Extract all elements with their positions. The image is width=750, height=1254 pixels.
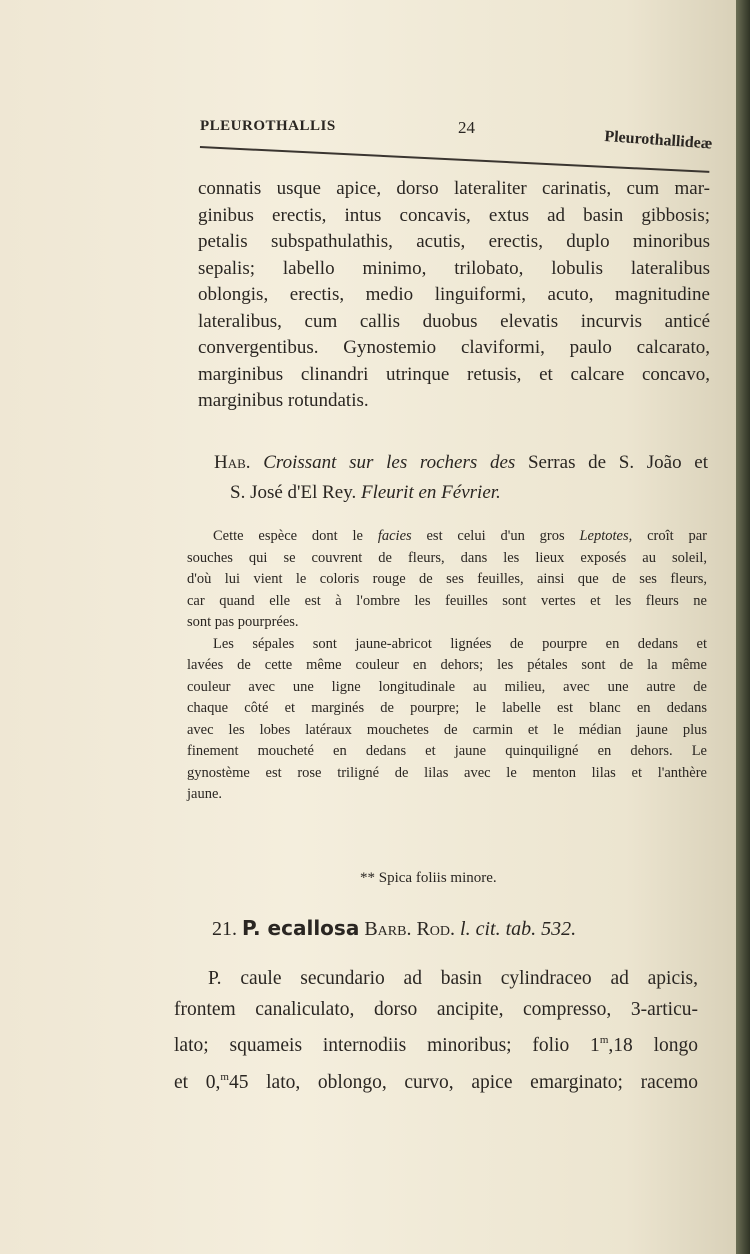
text-line: ginibus erectis, intus concavis, extus ad basin gibbosis; [198,204,710,226]
text-line: et 0,$^m$45 lato, oblongo, curvo, apice emarginato; racemo [174,1070,699,1093]
page-edge [736,0,750,1254]
text-line: sont pas pourprées. [187,614,299,630]
text-line: marginibus clinandri utrinque retusis, et calcare concavo, [198,363,710,385]
text-line: gynostème est rose triligné de lilas avec le menton lilas et l'anthère [187,764,707,781]
habitat-line [214,448,708,478]
habitat-text: Croissant sur les rochers des [263,452,516,473]
text-line: d'où lui vient le coloris rouge de ses feuilles, ainsi que de ses fleurs, [187,571,707,587]
species-number: 21. [212,918,237,940]
text-line: lavées de cette même couleur en dehors; les pétales sont de la même [187,657,707,673]
habitat-location: S. José d'El Rey. [230,482,357,503]
text-line: car quand elle est à l'ombre les feuilles sont vertes et les fleurs ne [187,592,707,609]
text-line: convergentibus. Gynostemio claviformi, paulo calcarato, [198,337,710,358]
species-name: P. ecallosa [242,916,360,940]
species-description [174,964,698,1098]
page-number: 24 [458,118,475,137]
text-line: petalis subspathulathis, acutis, erectis, duplo minoribus [198,231,710,252]
habitat-label: Hab. [214,452,251,473]
species-author: Barb. Rod. [364,918,456,940]
text-line: oblongis, erectis, medio linguiformi, acuto, magnitudine [198,284,710,305]
text-line: lato; squameis internodiis minoribus; folio 1$^m$,18 longo [174,1034,698,1056]
text-line: chaque côté et marginés de pourpre; le labelle est blanc en dedans [187,700,707,716]
text-line: sepalis; labello minimo, trilobato, lobulis lateralibus [198,257,710,279]
text-line: avec les lobes latéraux mouchetes de carmin et le médian jaune plus [187,721,707,738]
text-line: finement moucheté en dedans et jaune quinquiligné en dehors. Le [187,743,707,759]
notes-paragraphs [187,526,707,806]
text-line: souches qui se couvrent de fleurs, dans les lieux exposés au soleil, [187,549,707,566]
description-paragraph [198,176,710,415]
species-citation: l. cit. tab. 532. [460,918,577,940]
flowering-time: Fleurit en Février. [360,482,501,503]
text-line: jaune. [187,786,223,802]
species-heading [212,916,712,941]
running-section: Pleurothallideæ [603,128,713,153]
habitat-line [214,478,708,508]
section-mark: ** Spica foliis minore. [360,870,497,886]
text-line: Les sépales sont jaune-abricot lignées de pourpre en dedans et [213,635,707,652]
text-line: P. caule secundario ad basin cylindraceo ad apicis, [208,968,698,989]
habitat-location: Serras de S. João et [527,452,709,473]
text-line: lateralibus, cum callis duobus elevatis incurvis anticé [198,310,710,332]
text-line: marginibus rotundatis. [198,390,369,411]
text-line: frontem canaliculato, dorso ancipite, compresso, 3-articu- [174,998,698,1020]
text-line: Cette espèce dont le facies est celui d'un gros Leptotes, croît par [213,528,707,544]
running-title: PLEUROTHALLIS [200,118,336,134]
text-line: connatis usque apice, dorso lateraliter carinatis, cum mar- [198,178,710,199]
habitat-paragraph [214,448,708,508]
text-line: couleur avec une ligne longitudinale au milieu, avec une autre de [187,678,707,695]
